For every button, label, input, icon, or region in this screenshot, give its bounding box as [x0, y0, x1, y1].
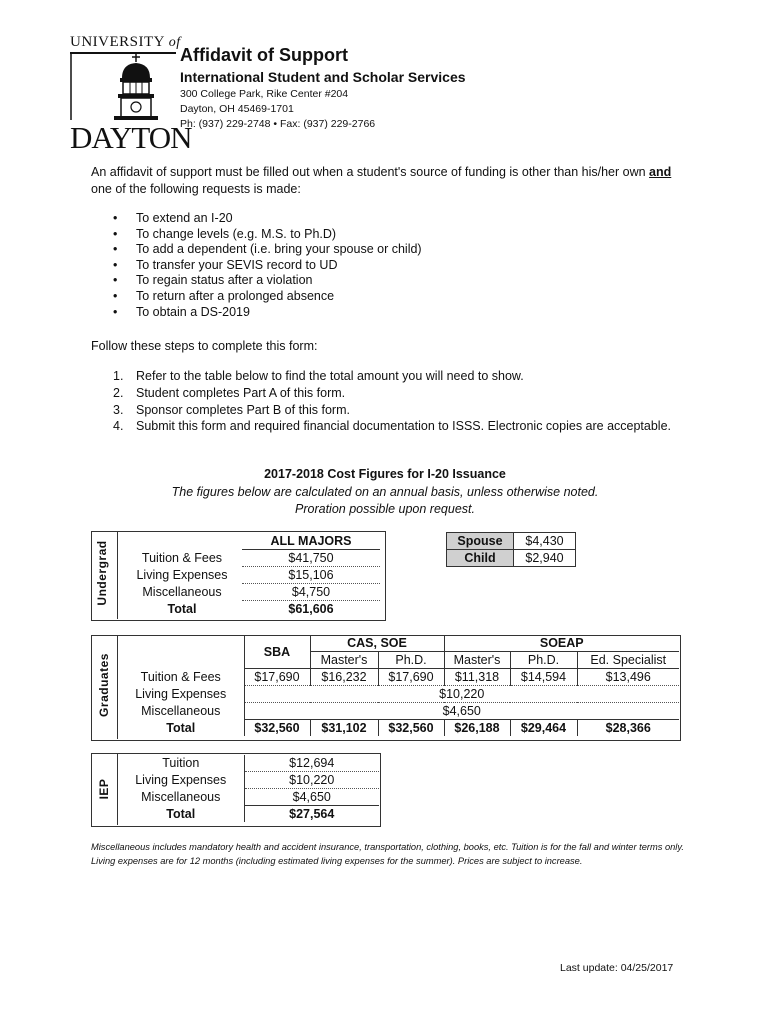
- row-label: Living Expenses: [135, 687, 227, 701]
- intro-paragraph: [91, 164, 691, 198]
- row-value: $41,750: [242, 550, 380, 567]
- total-value: $31,102: [310, 720, 378, 737]
- row-value: $12,694: [244, 755, 379, 772]
- subheader: Master's: [444, 652, 510, 669]
- undergrad-label: Undergrad: [95, 540, 109, 606]
- living-value: $10,220: [244, 686, 679, 703]
- page-title: Affidavit of Support: [180, 45, 348, 65]
- all-majors-header: ALL MAJORS: [242, 533, 380, 550]
- office-name: International Student and Scholar Services: [180, 69, 466, 85]
- list-item: • To regain status after a violation: [113, 273, 422, 289]
- list-item: • To obtain a DS-2019: [113, 305, 422, 321]
- intro-emphasis: and: [649, 165, 672, 179]
- logo-dayton-text: DAYTON: [70, 120, 192, 155]
- phone-fax: Ph: (937) 229-2748 • Fax: (937) 229-2766: [180, 118, 376, 130]
- address-line-2: Dayton, OH 45469-1701: [180, 103, 294, 115]
- sba-header: SBA: [244, 635, 310, 669]
- iep-costs: [118, 755, 379, 822]
- list-item: • To extend an I-20: [113, 211, 422, 227]
- child-value: $2,940: [514, 550, 576, 567]
- spouse-label: Spouse: [447, 533, 514, 550]
- list-item: • To return after a prolonged absence: [113, 289, 422, 305]
- subheader: Master's: [310, 652, 378, 669]
- footnote: Miscellaneous includes mandatory health and accident insurance, transportation, clothing, books, etc. Tuition is for the fall and winter terms only. Living expenses are for 12 months (including estimated living expenses for the summer). Prices are subject to increase.: [91, 842, 684, 866]
- cost-note-2: Proration possible upon request.: [295, 502, 475, 516]
- total-value: $28,366: [577, 720, 679, 737]
- row-value: $10,220: [244, 772, 379, 789]
- request-list: [113, 211, 422, 320]
- graduates-label: Graduates: [97, 653, 111, 717]
- misc-value: $4,650: [244, 703, 679, 720]
- intro-text: An affidavit of support must be filled out when a student's source of funding is other than his/her own: [91, 165, 650, 179]
- address-line-1: 300 College Park, Rike Center #204: [180, 88, 349, 100]
- subheader: Ph.D.: [378, 652, 444, 669]
- total-value: $32,560: [244, 720, 310, 737]
- row-label: Living Expenses: [136, 568, 228, 582]
- undergrad-costs: [122, 533, 380, 617]
- soeap-header: SOEAP: [444, 635, 679, 652]
- total-value: $26,188: [444, 720, 510, 737]
- iep-label: IEP: [97, 778, 111, 800]
- list-item: • To change levels (e.g. M.S. to Ph.D): [113, 227, 422, 243]
- row-label: Miscellaneous: [141, 704, 221, 718]
- list-item: 4. Submit this form and required financial documentation to ISSS. Electronic copies are acceptable.: [113, 419, 672, 434]
- subheader: Ed. Specialist: [577, 652, 679, 669]
- logo-university-text: UNIVERSITY: [70, 34, 165, 50]
- intro-text-2: one of the following requests is made:: [91, 182, 301, 196]
- cas-soe-header: CAS, SOE: [310, 635, 444, 652]
- last-update: Last update: 04/25/2017: [560, 962, 674, 974]
- steps-list: [113, 368, 671, 435]
- row-label: Miscellaneous: [142, 585, 222, 599]
- row-label: Tuition & Fees: [140, 670, 221, 684]
- subheader: Ph.D.: [510, 652, 577, 669]
- total-value: $27,564: [244, 806, 379, 823]
- total-value: $61,606: [288, 602, 334, 616]
- list-item: • To transfer your SEVIS record to UD: [113, 258, 422, 274]
- row-label: Miscellaneous: [141, 790, 221, 804]
- tuition-value: $17,690: [244, 669, 310, 686]
- chapel-dome-icon: [70, 52, 176, 122]
- steps-intro: Follow these steps to complete this form:: [91, 339, 318, 353]
- row-value: $4,750: [242, 584, 380, 601]
- list-item: 2. Student completes Part A of this form.: [113, 385, 346, 400]
- tuition-value: $16,232: [310, 669, 378, 686]
- spouse-value: $4,430: [514, 533, 576, 550]
- row-value: $15,106: [242, 567, 380, 584]
- dependents-table: [446, 532, 576, 567]
- tuition-value: $17,690: [378, 669, 444, 686]
- cost-note-1: The figures below are calculated on an annual basis, unless otherwise noted.: [171, 485, 599, 499]
- university-logo: [70, 34, 192, 155]
- row-label: Tuition: [162, 756, 200, 771]
- total-label: Total: [166, 806, 196, 821]
- total-label: Total: [166, 720, 196, 735]
- list-item: 3. Sponsor completes Part B of this form.: [113, 402, 350, 417]
- cost-title: 2017-2018 Cost Figures for I-20 Issuance: [264, 467, 506, 481]
- logo-of-text: of: [168, 35, 181, 50]
- total-value: $29,464: [510, 720, 577, 737]
- total-label: Total: [167, 601, 197, 616]
- tuition-value: $14,594: [510, 669, 577, 686]
- tuition-value: $13,496: [577, 669, 679, 686]
- row-label: Tuition & Fees: [141, 551, 223, 565]
- row-label: Living Expenses: [135, 773, 227, 787]
- list-item: • To add a dependent (i.e. bring your spouse or child): [113, 242, 422, 258]
- list-item: 1. Refer to the table below to find the total amount you will need to show.: [113, 369, 524, 383]
- row-value: $4,650: [244, 789, 379, 806]
- child-label: Child: [447, 550, 514, 567]
- total-value: $32,560: [378, 720, 444, 737]
- graduates-costs: [118, 635, 679, 736]
- tuition-value: $11,318: [444, 669, 510, 686]
